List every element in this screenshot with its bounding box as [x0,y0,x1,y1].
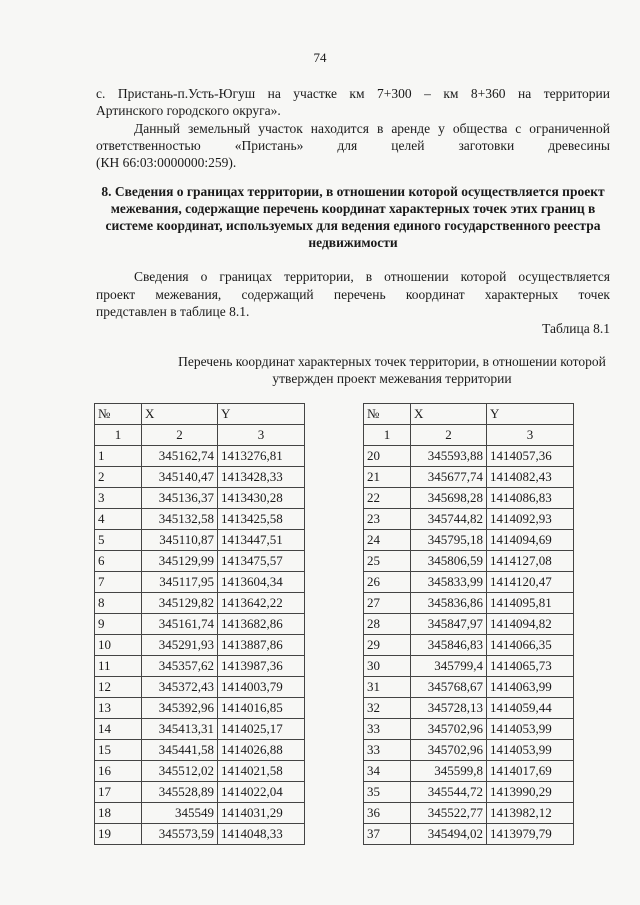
table-row [95,824,305,845]
point-number-cell: 11 [95,656,142,677]
point-number-cell: 5 [95,530,142,551]
y-coordinate-cell: 1414094,82 [487,614,574,635]
point-number-cell: 14 [95,719,142,740]
x-coordinate-cell: 345512,02 [142,761,218,782]
y-coordinate-cell: 1414025,17 [218,719,305,740]
table-row [95,719,305,740]
x-coordinate-cell: 345528,89 [142,782,218,803]
point-number-cell: 23 [364,509,411,530]
point-number-cell: 10 [95,635,142,656]
y-coordinate-cell: 1413430,28 [218,488,305,509]
table-row [364,803,574,824]
x-coordinate-cell: 345117,95 [142,572,218,593]
x-coordinate-cell: 345162,74 [142,446,218,467]
y-coordinate-cell: 1413979,79 [487,824,574,845]
point-number-cell: 25 [364,551,411,572]
point-number-cell: 6 [95,551,142,572]
x-coordinate-cell: 345129,82 [142,593,218,614]
table-row [364,656,574,677]
point-number-cell: 21 [364,467,411,488]
table-header-row [95,404,305,425]
section-heading: 8. Сведения о границах территории, в отношении которой осуществляется проект межевания, содержащие перечень координат характерных точек этих границ в системе координат, используемых для ведения единого государственного реестра недвижимости [101,184,605,250]
table-row [95,551,305,572]
x-coordinate-cell: 345136,37 [142,488,218,509]
table-row [364,677,574,698]
x-coordinate-cell: 345392,96 [142,698,218,719]
y-coordinate-cell: 1414092,93 [487,509,574,530]
y-coordinate-cell: 1413475,57 [218,551,305,572]
point-number-cell: 1 [95,446,142,467]
x-coordinate-cell: 345573,59 [142,824,218,845]
numbering-cell: 2 [411,425,487,446]
x-coordinate-cell: 345847,97 [411,614,487,635]
table-row [364,698,574,719]
table-row [364,593,574,614]
table-row [364,488,574,509]
x-coordinate-cell: 345846,83 [411,635,487,656]
table-row [364,572,574,593]
numbering-cell: 3 [487,425,574,446]
y-coordinate-cell: 1414048,33 [218,824,305,845]
y-coordinate-cell: 1413990,29 [487,782,574,803]
table-row [364,551,574,572]
x-coordinate-cell: 345833,99 [411,572,487,593]
body-line-2: проект межевания, содержащий перечень координат характерных точек [96,287,610,302]
x-coordinate-cell: 345698,28 [411,488,487,509]
point-number-cell: 34 [364,761,411,782]
y-coordinate-cell: 1414120,47 [487,572,574,593]
numbering-cell: 2 [142,425,218,446]
point-number-cell: 27 [364,593,411,614]
y-coordinate-cell: 1414082,43 [487,467,574,488]
x-coordinate-cell: 345161,74 [142,614,218,635]
x-coordinate-cell: 345836,86 [411,593,487,614]
coordinates-table-right [363,403,574,845]
x-coordinate-cell: 345702,96 [411,740,487,761]
point-number-cell: 20 [364,446,411,467]
x-coordinate-cell: 345544,72 [411,782,487,803]
table-row [364,614,574,635]
y-coordinate-cell: 1414127,08 [487,551,574,572]
y-coordinate-cell: 1414003,79 [218,677,305,698]
table-row [95,593,305,614]
table-row [364,530,574,551]
point-number-cell: 31 [364,677,411,698]
table-row [364,446,574,467]
header-number: № [364,404,411,425]
table-numbering-row [95,425,305,446]
header-x: X [411,404,487,425]
table-row [95,635,305,656]
y-coordinate-cell: 1414031,29 [218,803,305,824]
point-number-cell: 8 [95,593,142,614]
point-number-cell: 4 [95,509,142,530]
x-coordinate-cell: 345677,74 [411,467,487,488]
table-caption: Перечень координат характерных точек территории, в отношении которой утвержден проект межевания территории [178,354,606,386]
table-row [95,782,305,803]
table-row [95,509,305,530]
table-row [364,719,574,740]
y-coordinate-cell: 1414063,99 [487,677,574,698]
y-coordinate-cell: 1414022,04 [218,782,305,803]
y-coordinate-cell: 1413447,51 [218,530,305,551]
point-number-cell: 17 [95,782,142,803]
y-coordinate-cell: 1414086,83 [487,488,574,509]
coordinates-table-left [94,403,305,845]
lease-line-3: (КН 66:03:0000000:259). [96,155,237,170]
numbering-cell: 1 [364,425,411,446]
x-coordinate-cell: 345593,88 [411,446,487,467]
point-number-cell: 33 [364,719,411,740]
y-coordinate-cell: 1414017,69 [487,761,574,782]
point-number-cell: 12 [95,677,142,698]
x-coordinate-cell: 345744,82 [411,509,487,530]
lease-line-1: Данный земельный участок находится в аренде у общества с ограниченной [134,121,610,136]
table-row [364,509,574,530]
y-coordinate-cell: 1413682,86 [218,614,305,635]
point-number-cell: 36 [364,803,411,824]
table-row [364,740,574,761]
table-row [95,467,305,488]
x-coordinate-cell: 345140,47 [142,467,218,488]
x-coordinate-cell: 345522,77 [411,803,487,824]
x-coordinate-cell: 345372,43 [142,677,218,698]
lease-line-2: ответственностью «Пристань» для целей заготовки древесины [96,138,610,153]
x-coordinate-cell: 345441,58 [142,740,218,761]
body-line-1: Сведения о границах территории, в отношении которой осуществляется [134,269,610,284]
point-number-cell: 33 [364,740,411,761]
point-number-cell: 19 [95,824,142,845]
point-number-cell: 15 [95,740,142,761]
body-line-3: представлен в таблице 8.1. [96,304,250,319]
x-coordinate-cell: 345799,4 [411,656,487,677]
point-number-cell: 22 [364,488,411,509]
x-coordinate-cell: 345549 [142,803,218,824]
table-row [95,530,305,551]
table-row [95,803,305,824]
table-label: Таблица 8.1 [542,321,610,336]
table-row [364,467,574,488]
y-coordinate-cell: 1414021,58 [218,761,305,782]
y-coordinate-cell: 1414066,35 [487,635,574,656]
x-coordinate-cell: 345702,96 [411,719,487,740]
header-number: № [95,404,142,425]
point-number-cell: 32 [364,698,411,719]
x-coordinate-cell: 345599,8 [411,761,487,782]
x-coordinate-cell: 345795,18 [411,530,487,551]
table-row [95,614,305,635]
x-coordinate-cell: 345132,58 [142,509,218,530]
intro-line-2: Артинского городского округа». [96,103,281,118]
table-row [95,488,305,509]
y-coordinate-cell: 1414057,36 [487,446,574,467]
table-row [95,740,305,761]
table-row [364,635,574,656]
y-coordinate-cell: 1413276,81 [218,446,305,467]
x-coordinate-cell: 345768,67 [411,677,487,698]
table-row [95,761,305,782]
point-number-cell: 13 [95,698,142,719]
header-y: Y [487,404,574,425]
point-number-cell: 24 [364,530,411,551]
table-row [95,677,305,698]
x-coordinate-cell: 345291,93 [142,635,218,656]
header-y: Y [218,404,305,425]
x-coordinate-cell: 345494,02 [411,824,487,845]
x-coordinate-cell: 345357,62 [142,656,218,677]
point-number-cell: 30 [364,656,411,677]
y-coordinate-cell: 1413425,58 [218,509,305,530]
y-coordinate-cell: 1413887,86 [218,635,305,656]
y-coordinate-cell: 1414095,81 [487,593,574,614]
table-row [95,698,305,719]
table-header-row [364,404,574,425]
x-coordinate-cell: 345806,59 [411,551,487,572]
point-number-cell: 35 [364,782,411,803]
x-coordinate-cell: 345413,31 [142,719,218,740]
x-coordinate-cell: 345129,99 [142,551,218,572]
y-coordinate-cell: 1413428,33 [218,467,305,488]
y-coordinate-cell: 1413987,36 [218,656,305,677]
point-number-cell: 37 [364,824,411,845]
y-coordinate-cell: 1413604,34 [218,572,305,593]
table-row [95,446,305,467]
numbering-cell: 3 [218,425,305,446]
y-coordinate-cell: 1414094,69 [487,530,574,551]
table-row [95,572,305,593]
point-number-cell: 9 [95,614,142,635]
y-coordinate-cell: 1413642,22 [218,593,305,614]
table-numbering-row [364,425,574,446]
y-coordinate-cell: 1414053,99 [487,740,574,761]
y-coordinate-cell: 1414016,85 [218,698,305,719]
numbering-cell: 1 [95,425,142,446]
table-row [364,824,574,845]
point-number-cell: 18 [95,803,142,824]
point-number-cell: 16 [95,761,142,782]
point-number-cell: 3 [95,488,142,509]
x-coordinate-cell: 345110,87 [142,530,218,551]
point-number-cell: 2 [95,467,142,488]
y-coordinate-cell: 1414065,73 [487,656,574,677]
table-row [364,761,574,782]
y-coordinate-cell: 1414059,44 [487,698,574,719]
intro-line-1: с. Пристань-п.Усть-Югуш на участке км 7+300 – км 8+360 на территории [96,86,610,101]
table-row [95,656,305,677]
y-coordinate-cell: 1414026,88 [218,740,305,761]
point-number-cell: 26 [364,572,411,593]
header-x: X [142,404,218,425]
page-number: 74 [313,50,327,65]
table-row [364,782,574,803]
x-coordinate-cell: 345728,13 [411,698,487,719]
point-number-cell: 29 [364,635,411,656]
point-number-cell: 28 [364,614,411,635]
y-coordinate-cell: 1413982,12 [487,803,574,824]
point-number-cell: 7 [95,572,142,593]
y-coordinate-cell: 1414053,99 [487,719,574,740]
